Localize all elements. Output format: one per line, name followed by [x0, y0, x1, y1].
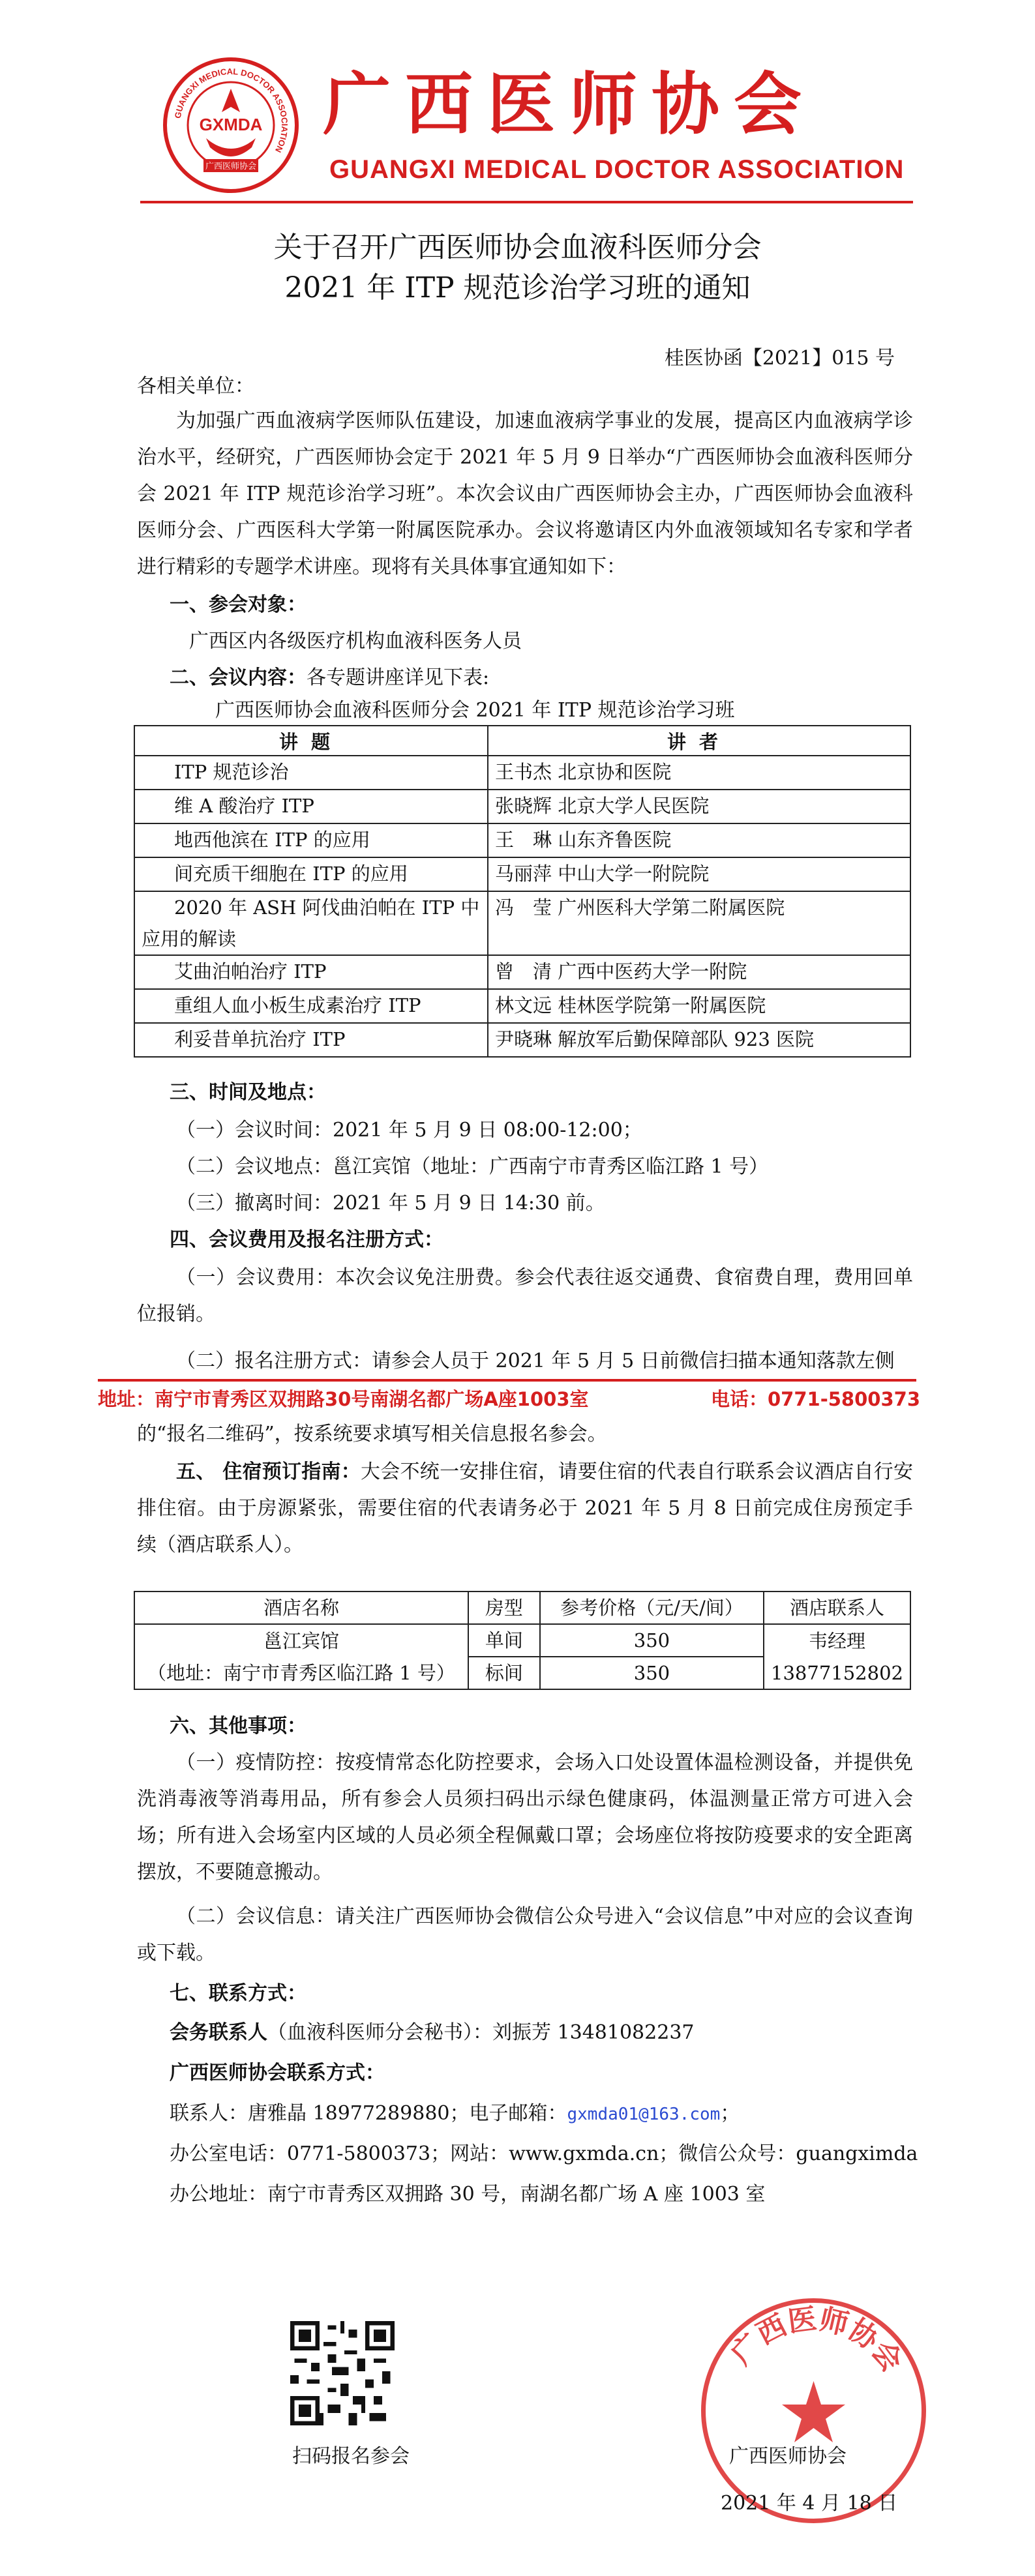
- header-divider: [140, 201, 913, 203]
- intro-paragraph: 为加强广西血液病学医师队伍建设，加速血液病学事业的发展，提高区内血液病学诊治水平，经研究，广西医师协会定于 2021 年 5 月 9 日举办“广西医师协会血液科医师分会 2021 年 ITP 规范诊治学习班”。本次会议由广西医师协会主办，广西医师协会血液科医师分会、广西医科大学第一附属医院承办。会议将邀请区内外血液领域知名专家和学者进行精彩的专题学术讲座。现将有关具体事宜通知如下：: [137, 409, 913, 578]
- room-price: 350: [540, 1624, 764, 1657]
- section2-line: [170, 660, 489, 696]
- affairs-detail: （血液科医师分会秘书）：刘振芳 13481082237: [267, 2021, 695, 2044]
- section2-heading: 二、会议内容：: [170, 666, 307, 689]
- notice-title-line1: 关于召开广西医师协会血液科医师分会: [273, 231, 762, 264]
- document-number: 桂医协函【2021】015 号: [664, 347, 895, 370]
- table-row: [134, 989, 910, 1023]
- lecture-speaker: 张晓辉 北京大学人民医院: [488, 790, 910, 823]
- section3-item: （一）会议时间：2021 年 5 月 9 日 08:00-12:00；: [176, 1119, 642, 1142]
- header-topic: 讲题: [134, 726, 488, 756]
- table-row: [134, 1624, 910, 1657]
- section1-heading: 一、参会对象：: [170, 593, 307, 616]
- lecture-speaker: 尹晓琳 解放军后勤保障部队 923 医院: [488, 1023, 910, 1057]
- section3-heading: 三、时间及地点：: [170, 1081, 326, 1104]
- table-row: [134, 1023, 910, 1057]
- footer-phone: 电话：0771-5800373: [711, 1388, 920, 1410]
- hotel-table: [134, 1591, 911, 1690]
- table-row: [134, 823, 910, 857]
- contact-person: 联系人：唐雅晶 18977289880；电子邮箱：: [170, 2102, 567, 2125]
- table-row: [134, 891, 910, 955]
- table-row: [134, 790, 910, 823]
- lecture-topic: 艾曲泊帕治疗 ITP: [134, 955, 488, 989]
- hotel-address: （地址：南宁市青秀区临江路 1 号）: [134, 1657, 468, 1689]
- lecture-speaker: 林文远 桂林医学院第一附属医院: [488, 989, 910, 1023]
- section5-paragraph: [137, 1454, 913, 1563]
- affairs-label: 会务联系人: [170, 2021, 267, 2044]
- header-price: 参考价格（元/天/间）: [540, 1591, 764, 1624]
- section6-heading: 六、其他事项：: [170, 1715, 307, 1738]
- notice-title-line2: 2021 年 ITP 规范诊治学习班的通知: [284, 271, 751, 304]
- hotel-name: 邕江宾馆: [134, 1624, 468, 1657]
- room-type: 单间: [468, 1624, 540, 1657]
- section3-item: （二）会议地点：邕江宾馆（地址：广西南宁市青秀区临江路 1 号）: [176, 1155, 769, 1178]
- footer-address: 地址：南宁市青秀区双拥路30号南湖名都广场A座1003室: [98, 1388, 589, 1410]
- affairs-contact: [170, 2015, 695, 2051]
- section4-heading: 四、会议费用及报名注册方式：: [170, 1228, 443, 1251]
- lecture-table: [134, 725, 911, 1058]
- section6-item1: （一）疫情防控：按疫情常态化防控要求，会场入口处设置体温检测设备，并提供免洗消毒液等消毒用品，所有参会人员须扫码出示绿色健康码，体温测量正常方可进入会场；所有进入会场室内区域的人员必须全程佩戴口罩；会场座位将按防疫要求的安全距离摆放，不要随意搬动。: [137, 1751, 913, 1884]
- lecture-speaker: 王书杰 北京协和医院: [488, 756, 910, 790]
- seal-text: 广西医师协会: [724, 2303, 909, 2378]
- registration-qr-code[interactable]: [290, 2321, 395, 2425]
- section2-text: 各专题讲座详见下表:: [307, 666, 490, 689]
- assoc-contact-heading: 广西医师协会联系方式：: [170, 2062, 385, 2084]
- lecture-topic: 重组人血小板生成素治疗 ITP: [134, 989, 488, 1023]
- lecture-topic: 间充质干细胞在 ITP 的应用: [134, 857, 488, 891]
- hotel-contact-name: 韦经理: [764, 1624, 910, 1657]
- hotel-contact-phone: 13877152802: [764, 1657, 910, 1689]
- lecture-speaker: 冯 莹 广州医科大学第二附属医院: [488, 891, 910, 955]
- header-contact: 酒店联系人: [764, 1591, 910, 1624]
- office-contact: 办公室电话：0771-5800373；网站：www.gxmda.cn；微信公众号：guangximda: [170, 2142, 918, 2165]
- hotel-table-header: [134, 1591, 910, 1624]
- section3-item: （三）撤离时间：2021 年 5 月 9 日 14:30 前。: [176, 1192, 605, 1215]
- org-name-en: GUANGXI MEDICAL DOCTOR ASSOCIATION: [329, 155, 905, 184]
- assoc-contact-line: [170, 2095, 740, 2133]
- section5-heading: 五、 住宿预订指南：: [176, 1460, 361, 1483]
- header-room-type: 房型: [468, 1591, 540, 1624]
- footer-divider: [98, 1379, 916, 1382]
- lecture-topic: 2020 年 ASH 阿伐曲泊帕在 ITP 中应用的解读: [134, 891, 488, 955]
- logo-center-text: GXMDA: [199, 115, 263, 134]
- table-row: [134, 756, 910, 790]
- lecture-speaker: 曾 清 广西中医药大学一附院: [488, 955, 910, 989]
- table-row: [134, 955, 910, 989]
- lecture-table-header: [134, 726, 910, 756]
- logo-ring-text: GUANGXI MEDICAL DOCTOR ASSOCIATION: [172, 66, 290, 155]
- section7-heading: 七、联系方式：: [170, 1982, 307, 2005]
- salutation: 各相关单位：: [137, 375, 254, 398]
- table-row: [134, 1657, 910, 1689]
- header-hotel-name: 酒店名称: [134, 1591, 468, 1624]
- email-link[interactable]: gxmda01@163.com: [567, 2105, 721, 2124]
- section4-fee: （一）会议费用：本次会议免注册费。参会代表往返交通费、食宿费自理，费用回单位报销。: [137, 1266, 913, 1325]
- association-logo: [163, 57, 299, 193]
- room-price: 350: [540, 1657, 764, 1689]
- lecture-topic: 利妥昔单抗治疗 ITP: [134, 1023, 488, 1057]
- section6-item2: （二）会议信息：请关注广西医师协会微信公众号进入“会议信息”中对应的会议查询或下载。: [137, 1905, 913, 1964]
- section1-text: 广西区内各级医疗机构血液科医务人员: [189, 630, 522, 653]
- logo-bottom-text: 广西医师协会: [205, 162, 257, 171]
- signoff-date: 2021 年 4 月 18 日: [721, 2492, 898, 2515]
- room-type: 标间: [468, 1657, 540, 1689]
- lecture-topic: 维 A 酸治疗 ITP: [134, 790, 488, 823]
- org-name-cn: 广西医师协会: [323, 64, 817, 144]
- signoff-org: 广西医师协会: [729, 2445, 847, 2468]
- lecture-topic: ITP 规范诊治: [134, 756, 488, 790]
- lecture-table-caption: 广西医师协会血液科医师分会 2021 年 ITP 规范诊治学习班: [215, 699, 735, 722]
- qr-caption: 扫码报名参会: [292, 2445, 410, 2468]
- office-address: 办公地址：南宁市青秀区双拥路 30 号，南湖名都广场 A 座 1003 室: [170, 2183, 766, 2206]
- svg-text:广西医师协会: [725, 2303, 908, 2378]
- lecture-speaker: 王 琳 山东齐鲁医院: [488, 823, 910, 857]
- table-row: [134, 857, 910, 891]
- header-speaker: 讲者: [488, 726, 910, 756]
- section5-text: 大会不统一安排住宿，请要住宿的代表自行联系会议酒店自行安排住宿。由于房源紧张，需要住宿的代表请务必于 2021 年 5 月 8 日前完成住房预定手续（酒店联系人）。: [137, 1460, 913, 1556]
- lecture-speaker: 马丽萍 中山大学一附院院: [488, 857, 910, 891]
- email-suffix: ；: [720, 2102, 740, 2125]
- lecture-topic: 地西他滨在 ITP 的应用: [134, 823, 488, 857]
- section4-registration-line2: 的“报名二维码”，按系统要求填写相关信息报名参会。: [137, 1423, 607, 1445]
- section4-registration-line1: （二）报名注册方式：请参会人员于 2021 年 5 月 5 日前微信扫描本通知落款左侧: [176, 1350, 895, 1372]
